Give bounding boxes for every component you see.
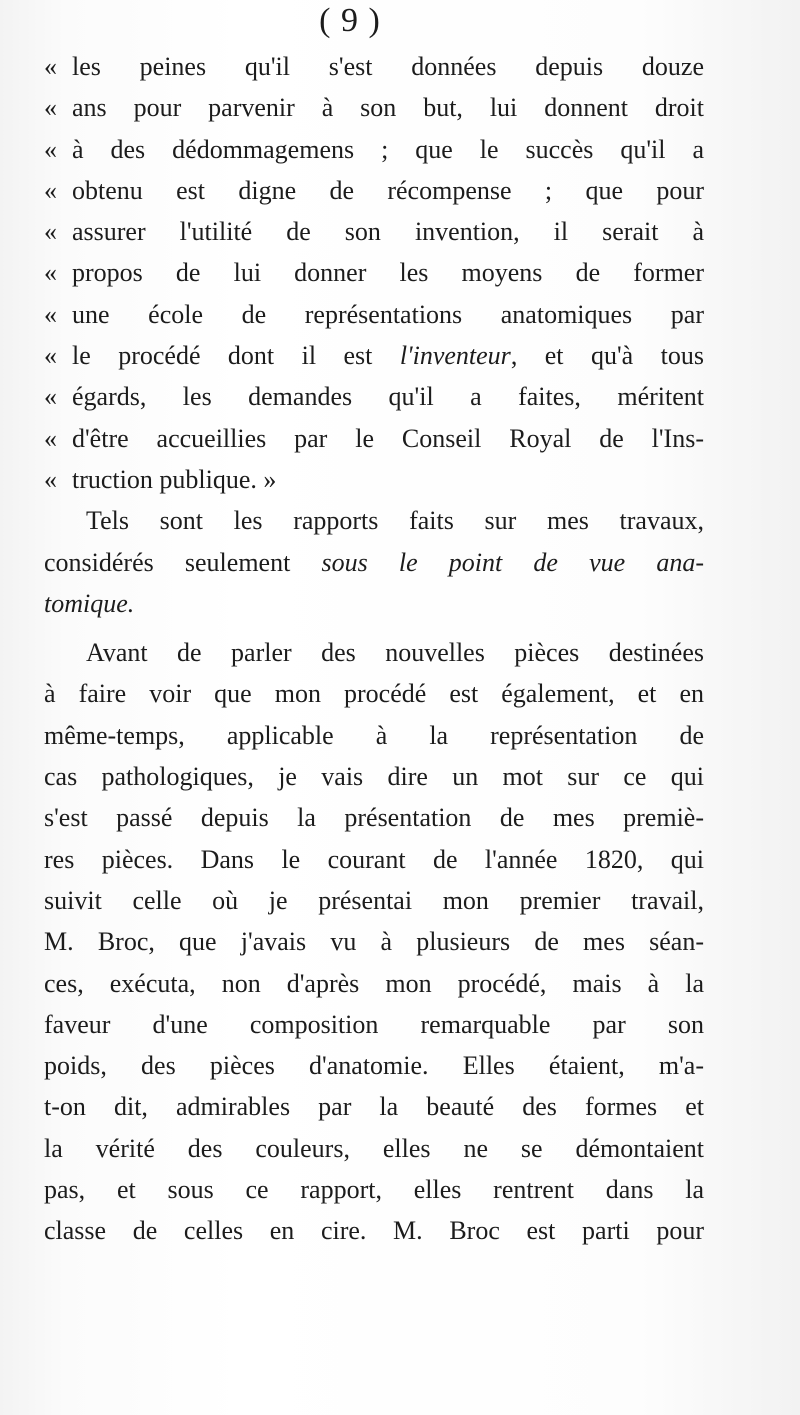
quote-line: « assurer l'utilité de son invention, il serait à	[44, 211, 704, 252]
paragraph-line: Tels sont les rapports faits sur mes travaux,	[86, 506, 704, 536]
paragraph-line: res pièces. Dans le courant de l'année 1820, qui	[44, 844, 704, 874]
quote-line: « le procédé dont il est l'inventeur, et qu'à tous	[44, 335, 704, 376]
italic-phrase: sous le point de vue ana-	[321, 547, 704, 577]
quote-line: « les peines qu'il s'est données depuis douze	[44, 46, 704, 87]
quote-line: « à des dédommagemens ; que le succès qu'il a	[44, 129, 704, 170]
paragraph-line	[44, 583, 704, 624]
paragraph-line: M. Broc, que j'avais vu à plusieurs de mes séan-	[44, 927, 704, 957]
paragraph-line: la vérité des couleurs, elles ne se démontaient	[44, 1133, 704, 1163]
quote-mark: «	[44, 52, 57, 81]
paragraph-line: ces, exécuta, non d'après mon procédé, mais à la	[44, 968, 704, 998]
quote-line: « truction publique. »	[44, 459, 704, 500]
quote-mark: «	[44, 299, 57, 329]
quote-mark: «	[44, 134, 57, 164]
quote-mark: «	[44, 93, 57, 123]
quote-line: « obtenu est digne de récompense ; que pour	[44, 170, 704, 211]
quote-line: « d'être accueillies par le Conseil Royal de l'Ins-	[44, 418, 704, 459]
quote-mark: «	[44, 423, 57, 453]
paragraph-line: à faire voir que mon procédé est également, et en	[44, 679, 704, 709]
paragraph-line: classe de celles en cire. M. Broc est parti pour	[44, 1216, 704, 1246]
paragraph-line: suivit celle où je présentai mon premier travail,	[44, 885, 704, 915]
body-text	[44, 46, 704, 1252]
quote-mark: «	[44, 258, 57, 288]
quote-line: « propos de lui donner les moyens de former	[44, 252, 704, 293]
quote-mark: «	[44, 175, 57, 205]
quote-mark: «	[44, 464, 57, 494]
paragraph-line: s'est passé depuis la présentation de mes premiè-	[44, 803, 704, 833]
italic-term: l'inventeur	[399, 341, 511, 371]
paragraph-line: poids, des pièces d'anatomie. Elles étaient, m'a-	[44, 1051, 704, 1081]
paragraph-line: Avant de parler des nouvelles pièces destinées	[86, 638, 704, 668]
quote-line: « ans pour parvenir à son but, lui donnent droit	[44, 87, 704, 128]
paragraph-gap	[44, 624, 704, 632]
quote-mark: «	[44, 217, 57, 247]
quote-mark: «	[44, 341, 57, 371]
paragraph-line: cas pathologiques, je vais dire un mot sur ce qui	[44, 762, 704, 792]
page-number: ( 9 )	[319, 2, 381, 39]
quote-mark: «	[44, 382, 57, 412]
paragraph-line: t-on dit, admirables par la beauté des formes et	[44, 1092, 704, 1122]
paragraph-line: pas, et sous ce rapport, elles rentrent dans la	[44, 1175, 704, 1205]
paragraph-line: même-temps, applicable à la représentation de	[44, 720, 704, 750]
paragraph-line: faveur d'une composition remarquable par son	[44, 1009, 704, 1039]
quote-line: « une école de représentations anatomiques par	[44, 294, 704, 335]
italic-phrase: tomique.	[44, 588, 135, 618]
paragraph-line: considérés seulement sous le point de vue ana-	[44, 547, 704, 577]
quote-line: « égards, les demandes qu'il a faites, méritent	[44, 376, 704, 417]
